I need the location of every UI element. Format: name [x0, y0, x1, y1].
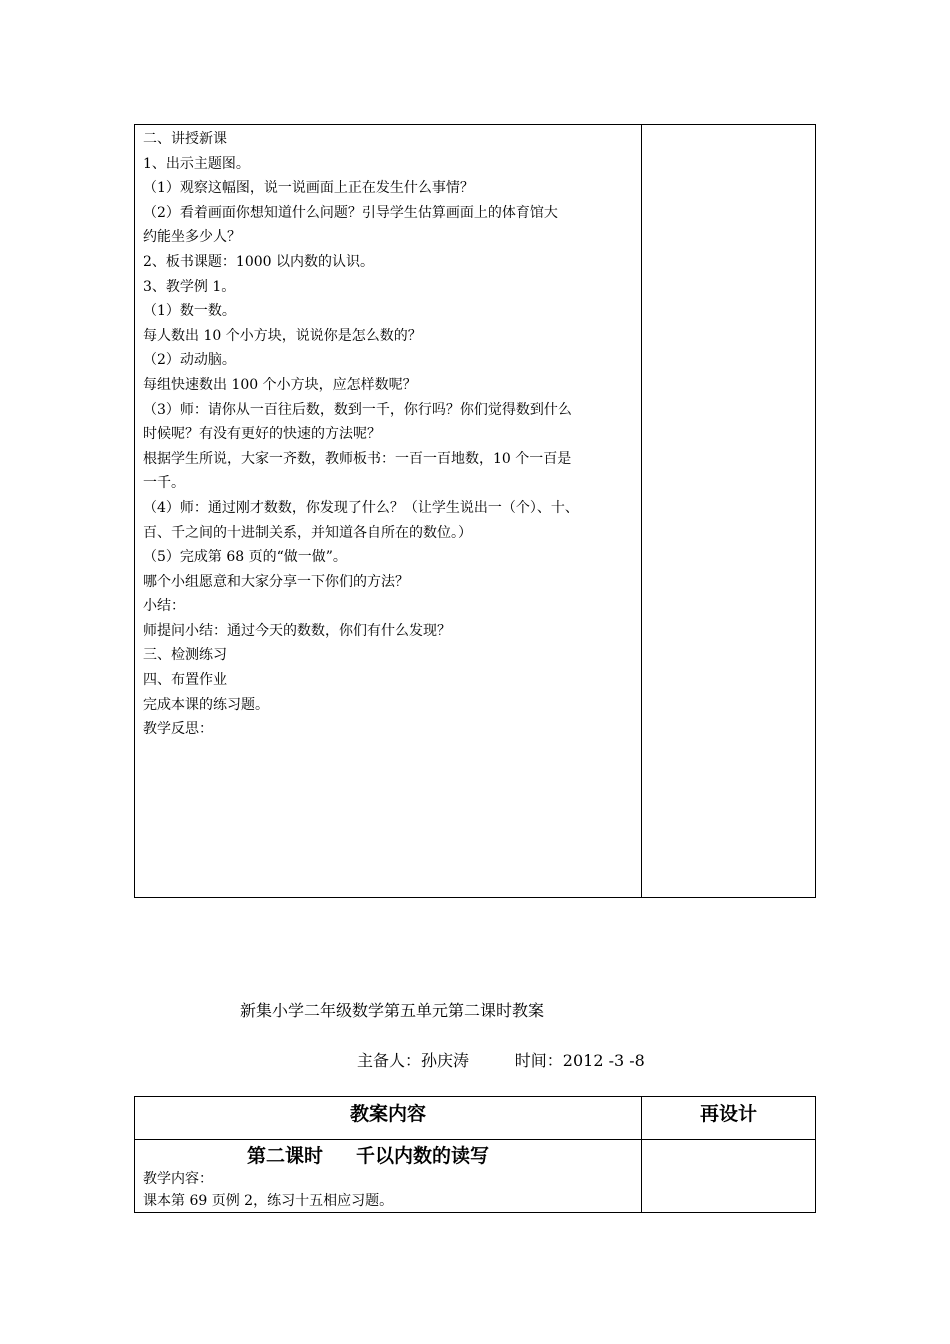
preparer-line: 主备人：孙庆涛 时间：2012 -3 -8	[357, 1051, 645, 1070]
lesson-plan-table	[134, 1096, 816, 1213]
lesson-step: 根据学生所说，大家一齐数，教师板书：一百一百地数，10 个一百是	[143, 450, 572, 467]
doc-title: 新集小学二年级数学第五单元第二课时教案	[240, 1001, 545, 1020]
lesson-step: 百、千之间的十进制关系，并知道各自所在的数位。）	[143, 524, 472, 541]
col-header-content: 教案内容	[135, 1097, 642, 1140]
lesson-step: 师提问小结：通过今天的数数，你们有什么发现？	[143, 622, 451, 639]
lesson-step: 1、出示主题图。	[143, 155, 250, 172]
lesson-step: （4）师：通过刚才数数，你发现了什么？（让学生说出一（个）、十、	[143, 499, 579, 516]
lesson-intro-cell	[135, 1140, 642, 1213]
lesson-step: （5）完成第 68 页的“做一做”。	[143, 549, 347, 566]
lesson-plan-table-continued	[134, 124, 816, 898]
redesign-cell-2	[642, 1140, 816, 1213]
lesson-step: 约能坐多少人？	[143, 229, 241, 246]
lesson-step: 哪个小组愿意和大家分享一下你们的方法？	[143, 573, 409, 590]
lesson-content-cell	[135, 125, 642, 898]
lesson-step: （1）数一数。	[143, 303, 236, 320]
lesson-step: 3、教学例 1。	[143, 278, 236, 295]
lesson-step: 一千。	[143, 475, 185, 492]
lesson-step: 每组快速数出 100 个小方块，应怎样数呢？	[143, 376, 417, 393]
lesson-step: 每人数出 10 个小方块，说说你是怎么数的？	[143, 327, 422, 344]
content-label: 教学内容：	[143, 1171, 213, 1187]
lesson-step: （2）看着画面你想知道什么问题？引导学生估算画面上的体育馆大	[143, 204, 558, 221]
lesson-step: 教学反思：	[143, 721, 213, 738]
lesson-step: 四、布置作业	[143, 672, 227, 689]
lesson-step: （1）观察这幅图，说一说画面上正在发生什么事情？	[143, 180, 474, 197]
col-header-redesign: 再设计	[642, 1097, 816, 1140]
lesson-steps	[135, 125, 641, 742]
lesson-title: 第二课时 千以内数的读写	[246, 1145, 490, 1167]
lesson-step: 二、讲授新课	[143, 131, 227, 147]
lesson-step: （3）师：请你从一百往后数，数到一千，你行吗？你们觉得数到什么	[143, 401, 572, 418]
lesson-step: 2、板书课题：1000 以内数的认识。	[143, 253, 374, 270]
lesson-step: 小结：	[143, 598, 185, 615]
content-text: 课本第 69 页例 2，练习十五相应习题。	[143, 1193, 394, 1209]
redesign-cell	[642, 125, 816, 898]
lesson-step: 时候呢？有没有更好的快速的方法呢？	[143, 426, 381, 443]
lesson-step: 完成本课的练习题。	[143, 696, 269, 713]
lesson-step: 三、检测练习	[143, 647, 227, 664]
lesson-step: （2）动动脑。	[143, 352, 236, 369]
